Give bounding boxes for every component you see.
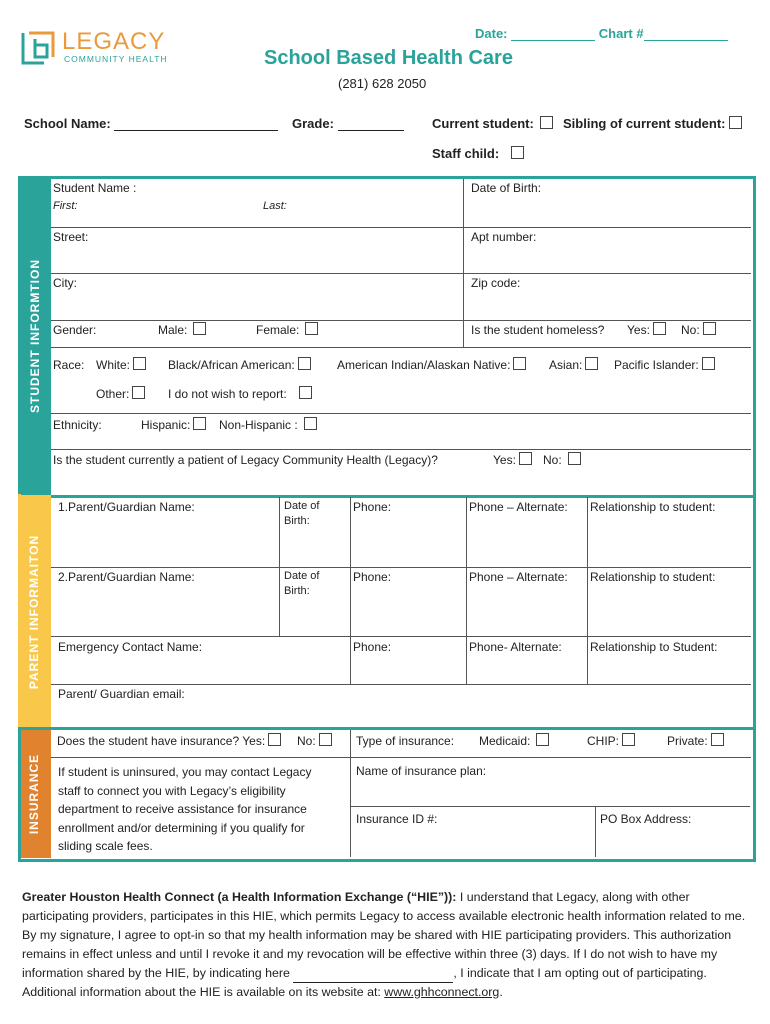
city-label: City:: [53, 276, 77, 290]
student-name-label: Student Name :: [53, 181, 137, 195]
patient-yes-checkbox[interactable]: [519, 452, 532, 465]
other-checkbox[interactable]: [132, 386, 145, 399]
sibling-label: Sibling of current student:: [563, 116, 726, 131]
homeless-no-label: No:: [681, 323, 700, 337]
hie-website-link[interactable]: www.ghhconnect.org: [384, 985, 500, 999]
black-label: Black/African American:: [168, 358, 295, 372]
insurance-sidebar-label: INSURANCE: [27, 753, 42, 835]
homeless-label: Is the student homeless?: [471, 323, 605, 337]
hie-optout-field[interactable]: [293, 982, 453, 983]
homeless-no-checkbox[interactable]: [703, 322, 716, 335]
private-checkbox[interactable]: [711, 733, 724, 746]
emergency-phone-alt-label: Phone- Alternate:: [469, 640, 562, 654]
date-label: Date:: [475, 26, 508, 41]
sibling-row: [563, 116, 742, 131]
ethnicity-label: Ethnicity:: [53, 418, 102, 432]
race-black: [168, 357, 311, 372]
parent2-dob-l2: Birth:: [284, 585, 310, 597]
race-no-report: [168, 386, 312, 401]
sibling-checkbox[interactable]: [729, 116, 742, 129]
private-option: [667, 733, 724, 748]
insurance-no: [297, 733, 332, 748]
insurance-type-label: Type of insurance:: [356, 734, 455, 748]
po-box-label: PO Box Address:: [600, 812, 692, 826]
emergency-relationship-label: Relationship to Student:: [590, 640, 718, 654]
parent2-phone-label: Phone:: [353, 570, 392, 584]
race-american-indian: [337, 357, 526, 372]
insurance-id-label: Insurance ID #:: [356, 812, 438, 826]
chip-checkbox[interactable]: [622, 733, 635, 746]
parent2-phone-alt-label: Phone – Alternate:: [469, 570, 568, 584]
date-chart-line: [475, 26, 728, 41]
asian-label: Asian:: [549, 358, 583, 372]
asian-checkbox[interactable]: [585, 357, 598, 370]
header-phone: (281) 628 2050: [338, 76, 427, 91]
current-student-row: [432, 116, 553, 131]
patient-no-checkbox[interactable]: [568, 452, 581, 465]
male-option: [158, 322, 206, 337]
female-option: [256, 322, 318, 337]
parent-email-label: Parent/ Guardian email:: [58, 687, 185, 701]
school-name-field[interactable]: [114, 130, 278, 131]
grade-row: [292, 116, 404, 131]
parent2-dob: [284, 569, 319, 599]
white-label: White:: [96, 358, 131, 372]
white-checkbox[interactable]: [133, 357, 146, 370]
race-label: Race:: [53, 358, 85, 372]
medicaid-checkbox[interactable]: [536, 733, 549, 746]
patient-question: Is the student currently a patient of Legacy Community Health (Legacy)?: [53, 453, 438, 467]
grade-label: Grade:: [292, 116, 334, 131]
apt-label: Apt number:: [471, 230, 537, 244]
date-field[interactable]: [511, 40, 595, 41]
school-name-row: [24, 116, 278, 131]
non-hispanic-checkbox[interactable]: [304, 417, 317, 430]
american-indian-checkbox[interactable]: [513, 357, 526, 370]
gender-label: Gender:: [53, 323, 97, 337]
last-name-label: Last:: [263, 200, 287, 212]
page-title: School Based Health Care: [264, 47, 513, 69]
school-name-label: School Name:: [24, 116, 111, 131]
black-checkbox[interactable]: [298, 357, 311, 370]
insurance-yes-checkbox[interactable]: [268, 733, 281, 746]
medicaid-option: [479, 733, 549, 748]
hie-text-2: , I indicate that I am opting out of participating. Additional information about the HIE is available on its website at:: [22, 966, 707, 999]
hie-paragraph: [22, 888, 752, 1002]
female-checkbox[interactable]: [305, 322, 318, 335]
race-other: [96, 386, 145, 401]
parent2-relationship-label: Relationship to student:: [590, 570, 716, 584]
race-pacific: [614, 357, 715, 372]
parent1-dob: [284, 499, 319, 529]
patient-no-label: No:: [543, 453, 562, 467]
hispanic-checkbox[interactable]: [193, 417, 206, 430]
insurance-no-checkbox[interactable]: [319, 733, 332, 746]
race-asian: [549, 357, 598, 372]
homeless-yes-checkbox[interactable]: [653, 322, 666, 335]
staff-child-row: [432, 146, 524, 161]
no-report-label: I do not wish to report:: [168, 387, 287, 401]
insurance-no-label: No:: [297, 734, 316, 748]
chart-label: Chart #: [598, 26, 644, 41]
uninsured-line-2: staff to connect you with Legacy’s eligibility: [58, 783, 286, 798]
no-report-checkbox[interactable]: [299, 386, 312, 399]
private-label: Private:: [667, 734, 708, 748]
parent1-relationship-label: Relationship to student:: [590, 500, 716, 514]
uninsured-line-1: If student is uninsured, you may contact Legacy: [58, 765, 312, 779]
hispanic-label: Hispanic:: [141, 418, 191, 432]
parent1-dob-l2: Birth:: [284, 515, 310, 527]
hie-text-1: I understand that Legacy, along with other participating providers, participates in this HIE, which permits Legacy to access available electronic health information related to me. By my signature, I agree to opt-in so that my health information may be shared with HIE participating providers. This authorization remains in effect unless and until I revoke it and my revocation will be effective within three (3) days. If I do not wish to have my information shared by the HIE, by indicating here: [22, 890, 746, 980]
first-name-label: First:: [53, 200, 78, 212]
insurance-plan-label: Name of insurance plan:: [356, 764, 487, 778]
hie-end: .: [499, 985, 503, 999]
uninsured-line-4: enrollment and/or determining if you qualify for: [58, 820, 305, 835]
male-checkbox[interactable]: [193, 322, 206, 335]
patient-yes: [493, 452, 532, 467]
legacy-logo-icon: [20, 30, 56, 66]
street-label: Street:: [53, 230, 89, 244]
dob-label: Date of Birth:: [471, 181, 542, 195]
staff-child-checkbox[interactable]: [511, 146, 524, 159]
female-label: Female:: [256, 323, 300, 337]
parent1-phone-label: Phone:: [353, 500, 392, 514]
hie-intro: Greater Houston Health Connect (a Health Information Exchange (“HIE”)):: [22, 890, 457, 904]
student-sidebar-label: STUDENT INFORMTION: [27, 259, 42, 413]
has-insurance-label: Does the student have insurance? Yes:: [57, 734, 266, 748]
other-label: Other:: [96, 387, 130, 401]
patient-yes-label: Yes:: [493, 453, 516, 467]
emergency-phone-label: Phone:: [353, 640, 392, 654]
staff-child-label: Staff child:: [432, 146, 500, 161]
pacific-label: Pacific Islander:: [614, 358, 699, 372]
pacific-checkbox[interactable]: [702, 357, 715, 370]
logo: [20, 28, 180, 68]
chip-label: CHIP:: [587, 734, 620, 748]
non-hispanic-label: Non-Hispanic :: [219, 418, 298, 432]
logo-subtext: COMMUNITY HEALTH: [64, 54, 168, 64]
parent1-name-label: 1.Parent/Guardian Name:: [58, 500, 195, 514]
uninsured-line-3: department to receive assistance for insurance: [58, 802, 307, 817]
homeless-no: [681, 322, 716, 337]
uninsured-line-5: sliding scale fees.: [58, 839, 153, 854]
zip-label: Zip code:: [471, 276, 521, 290]
chip-option: [587, 733, 635, 748]
ethnicity-hispanic: [141, 417, 206, 432]
ethnicity-non-hispanic: [219, 417, 317, 432]
medicaid-label: Medicaid:: [479, 734, 531, 748]
parent2-dob-l1: Date of: [284, 570, 320, 582]
patient-no: [543, 452, 581, 467]
uninsured-note: [58, 763, 311, 856]
parent1-dob-l1: Date of: [284, 500, 320, 512]
homeless-yes-label: Yes:: [627, 323, 650, 337]
emergency-contact-label: Emergency Contact Name:: [58, 640, 203, 654]
american-indian-label: American Indian/Alaskan Native:: [337, 358, 511, 372]
parent2-name-label: 2.Parent/Guardian Name:: [58, 570, 195, 584]
parent1-phone-alt-label: Phone – Alternate:: [469, 500, 568, 514]
chart-field[interactable]: [644, 40, 728, 41]
grade-field[interactable]: [338, 130, 404, 131]
male-label: Male:: [158, 323, 188, 337]
homeless-yes: [627, 322, 666, 337]
parent-sidebar-label: PARENT INFORMAITON: [27, 534, 42, 690]
race-white: [96, 357, 146, 372]
current-student-label: Current student:: [432, 116, 534, 131]
current-student-checkbox[interactable]: [540, 116, 553, 129]
has-insurance: [57, 733, 281, 748]
logo-text: LEGACY: [62, 28, 166, 55]
